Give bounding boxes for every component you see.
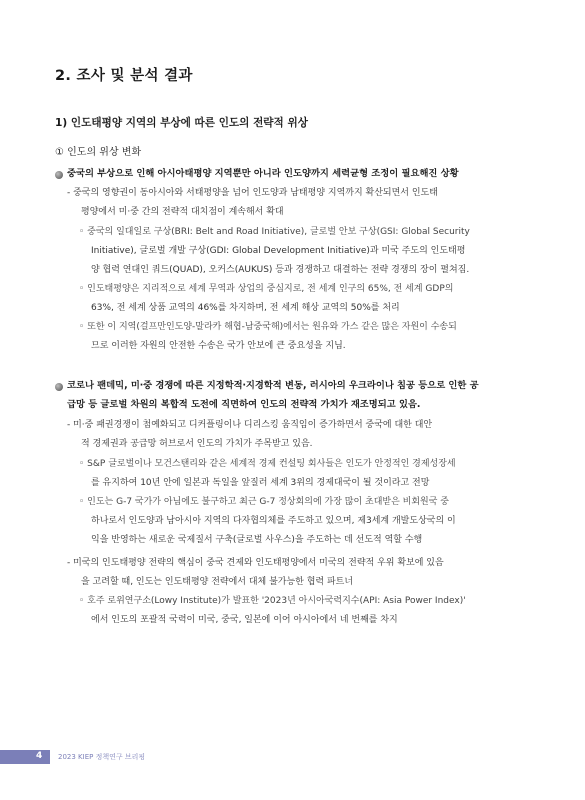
subsubsection-title: ① 인도의 위상 변화 [55,147,142,158]
footer-page-tab [0,750,50,764]
bullet-heading: 코로나 팬데믹, 미‧중 경쟁에 따른 지정학적‧지경학적 변동, 러시아의 우크라이나 침공 등으로 인한 공 [67,380,479,391]
sub-item-line: ◦ 인도는 G-7 국가가 아님에도 불구하고 최근 G-7 정상회의에 가장 많이 초대받은 비회원국 중 [79,497,449,507]
dash-item-line: 적 경제권과 공급망 허브로서 인도의 가치가 주목받고 있음. [81,439,313,449]
sub-item-line: 양 협력 연대인 쿼드(QUAD), 오커스(AUKUS) 등과 경쟁하고 대결하는 전략 경쟁의 장이 펼쳐짐. [91,265,470,275]
sub-item-line: 를 유지하여 10년 안에 일본과 독일을 앞질러 세계 3위의 경제대국이 될 것이라고 전망 [91,478,430,488]
sub-item-line: ◦ 인도태평양은 지리적으로 세계 무역과 상업의 중심지로, 전 세계 인구의 65%, 전 세계 GDP의 [79,284,454,294]
bullet-dot-icon [55,171,63,179]
sub-item-line: 에서 인도의 포괄적 국력이 미국, 중국, 일본에 이어 아시아에서 네 번째를 차지 [91,615,398,625]
sub-item-line: ◦ 중국의 일대일로 구상(BRI: Belt and Road Initiative), 글로벌 안보 구상(GSI: Global Security [79,227,470,237]
dash-item-line: 을 고려할 때, 인도는 인도태평양 전략에서 대체 불가능한 협력 파트너 [81,577,354,587]
dash-item-line: - 미국의 인도태평양 전략의 핵심이 중국 견제와 인도태평양에서 미국의 전략적 우위 확보에 있음 [67,558,444,568]
sub-item-line: 63%, 전 세계 상품 교역의 46%를 차지하며, 전 세계 해상 교역의 50%를 처리 [91,303,400,313]
sub-item-line: 므로 이러한 자원의 안전한 수송은 국가 안보에 큰 중요성을 지님. [91,341,346,351]
subsection-title: 1) 인도태평양 지역의 부상에 따른 인도의 전략적 위상 [55,117,308,129]
sub-item-line: 하나로서 인도양과 남아시아 지역의 다자협의체를 주도하고 있으며, 제3세계 개발도상국의 이 [91,516,456,526]
bullet-heading: 중국의 부상으로 인해 아시아태평양 지역뿐만 아니라 인도양까지 세력균형 조정이 필요해진 상황 [67,168,459,179]
sub-item-line: ◦ 호주 로위연구소(Lowy Institute)가 발표한 '2023년 아시아국력지수(API: Asia Power Index)' [79,596,466,606]
sub-item-line: ◦ S&P 글로벌이나 모건스탠리와 같은 세계적 경제 컨설팅 회사들은 인도가 안정적인 경제성장세 [79,459,456,469]
dash-item-line: - 미‧중 패권경쟁이 첨예화되고 디커플링이나 디리스킹 움직임이 증가하면서 중국에 대한 대안 [67,420,433,430]
dash-item-line: - 중국의 영향권이 동아시아와 서태평양을 넘어 인도양과 남태평양 지역까지 확산되면서 인도태 [67,188,438,198]
dash-item-line: 평양에서 미‧중 간의 전략적 대치점이 계속해서 확대 [81,207,284,217]
bullet-dot-icon [55,383,63,391]
footer-publication-title: 2023 KIEP 정책연구 브리핑 [58,753,146,761]
bullet-heading: 급망 등 글로벌 차원의 복합적 도전에 직면하여 인도의 전략적 가치가 재조명되고 있음. [67,399,421,410]
sub-item-line: Initiative), 글로벌 개발 구상(GDI: Global Development Initiative)과 미국 주도의 인도태평 [91,246,466,256]
page-number: 4 [36,751,43,761]
sub-item-line: ◦ 또한 이 지역(걸프만인도양-말라카 해협-남중국해)에서는 원유와 가스 같은 많은 자원이 수송되 [79,322,457,332]
sub-item-line: 익을 반영하는 새로운 국제질서 구축(글로벌 사우스)을 주도하는 데 선도적 역할 수행 [91,535,423,545]
section-title: 2. 조사 및 분석 결과 [55,68,193,84]
